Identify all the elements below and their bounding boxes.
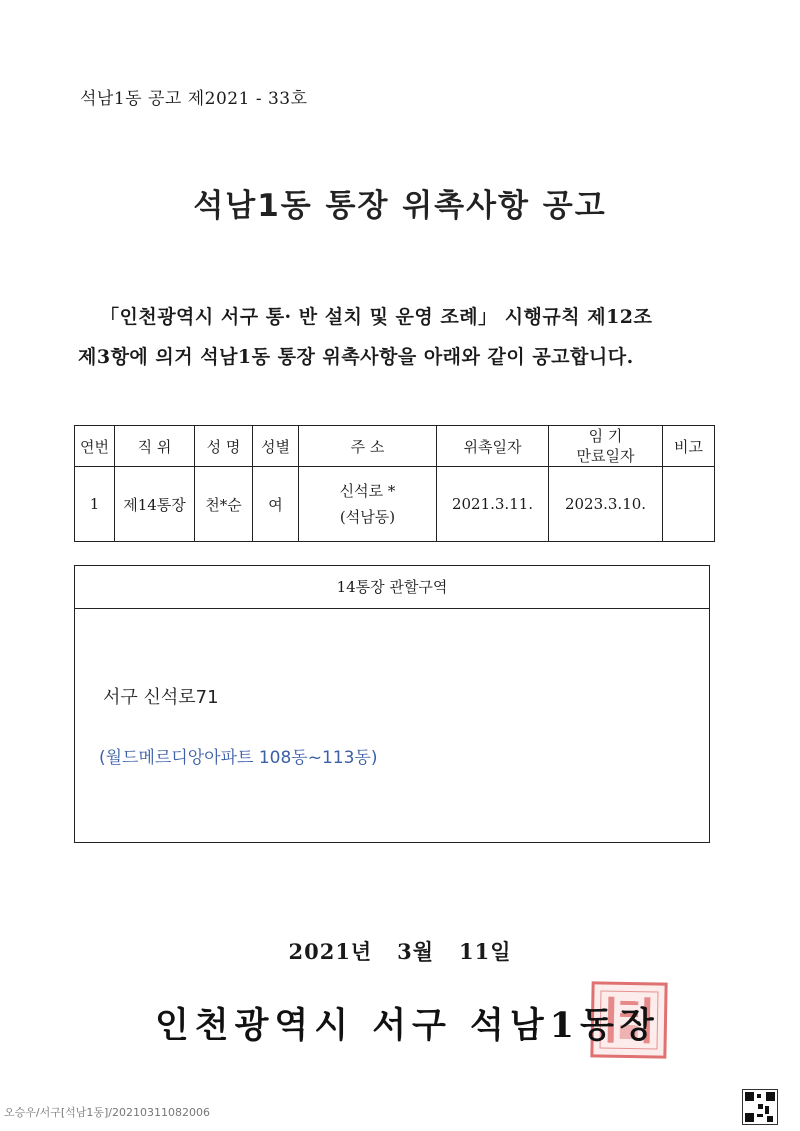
jurisdiction-address: 서구 신석로71 [103, 687, 219, 708]
header-name: 성 명 [195, 426, 253, 467]
table-header-row [75, 426, 715, 467]
jurisdiction-apartment: (월드메르디앙아파트 108동~113동) [99, 748, 378, 768]
document-title: 석남1동 통장 위촉사항 공고 [193, 188, 607, 224]
header-appoint-date: 위촉일자 [437, 426, 549, 467]
cell-appoint-date: 2021.3.11. [437, 467, 549, 542]
cell-remarks [663, 467, 715, 542]
document-number: 석남1동 공고 제2021 - 33호 [80, 89, 308, 109]
table-row [75, 467, 715, 542]
header-term-top: 임 기 [588, 427, 623, 445]
cell-address [299, 467, 437, 542]
header-gender: 성별 [253, 426, 299, 467]
cell-name: 천*순 [195, 467, 253, 542]
jurisdiction-title: 14통장 관할구역 [75, 566, 709, 609]
cell-address-line1: 신석로 * [339, 482, 396, 500]
document-date: 2021년 3월 11일 [288, 939, 512, 964]
appointment-table [74, 425, 715, 542]
header-remarks: 비고 [663, 426, 715, 467]
body-text-line-2: 제3항에 의거 석남1동 통장 위촉사항을 아래와 같이 공고합니다. [78, 346, 634, 368]
header-no: 연번 [75, 426, 115, 467]
header-position: 직 위 [115, 426, 195, 467]
jurisdiction-box [74, 565, 710, 843]
header-term [549, 426, 663, 467]
cell-address-line2: (석남동) [339, 508, 396, 526]
cell-no: 1 [75, 467, 115, 542]
document-id: 오승우/서구[석남1동]/20210311082006 [4, 1106, 210, 1119]
header-address: 주 소 [299, 426, 437, 467]
cell-gender: 여 [253, 467, 299, 542]
cell-expire-date: 2023.3.10. [549, 467, 663, 542]
header-term-bottom: 만료일자 [576, 447, 635, 465]
body-text-line-1: 「인천광역시 서구 통· 반 설치 및 운영 조례」 시행규칙 제12조 [100, 306, 653, 328]
issuer-name: 인천광역시 서구 석남1동장 [155, 1005, 660, 1046]
cell-position: 제14통장 [115, 467, 195, 542]
qr-code-icon [742, 1089, 778, 1125]
